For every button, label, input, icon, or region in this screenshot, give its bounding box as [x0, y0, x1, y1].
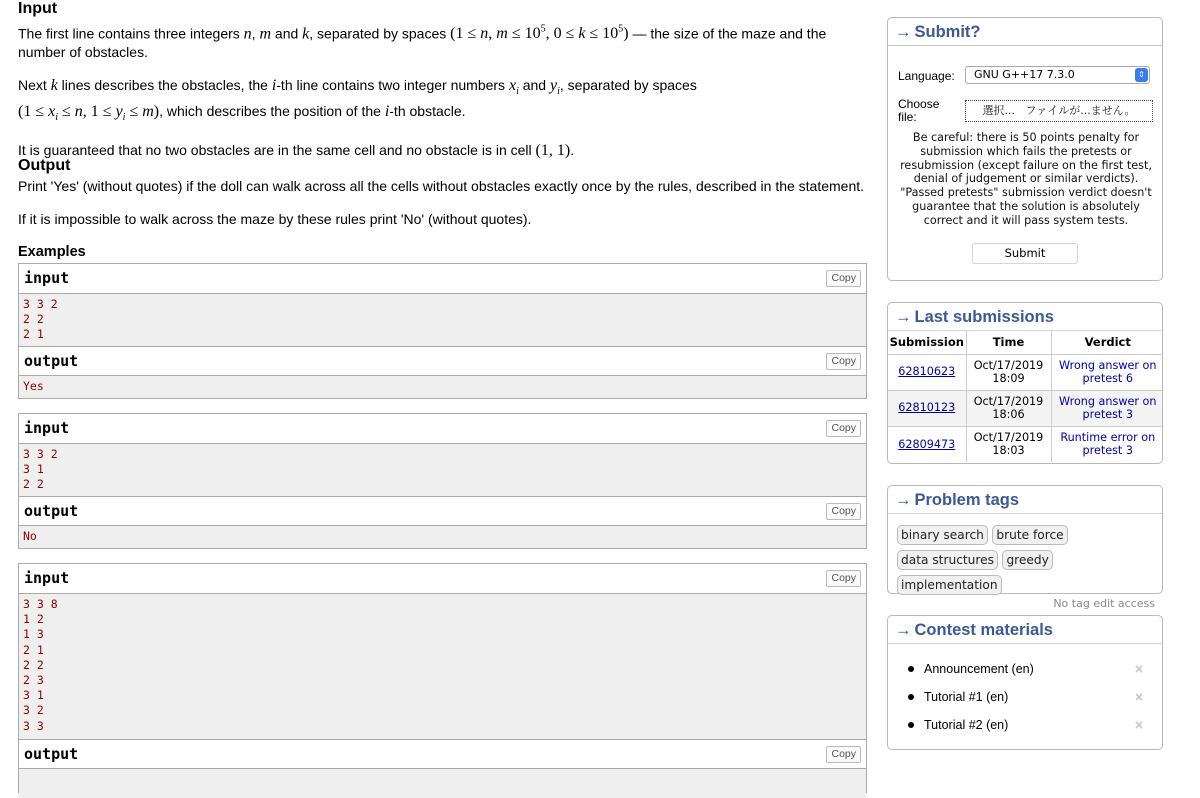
close-icon[interactable]	[1134, 720, 1144, 730]
example-output-text: No	[19, 525, 866, 548]
example-input-header: input Copy	[19, 564, 866, 593]
submission-date: Oct/17/2019	[973, 394, 1044, 408]
choose-file-label: Choose file:	[898, 97, 940, 124]
tag-implementation[interactable]: implementation	[897, 575, 1002, 595]
submission-verdict: Runtime error on pretest 3	[1051, 426, 1163, 462]
input-paragraph-3: It is guaranteed that no two obstacles are in the same cell and no obstacle is in cell (1, 1).	[18, 141, 575, 159]
column-header: Submission	[888, 331, 966, 354]
arrow-right-icon: →	[895, 308, 912, 326]
column-header: Verdict	[1051, 331, 1163, 354]
copy-button[interactable]: Copy	[826, 570, 861, 587]
penalty-warning: Be careful: there is 50 points penalty for submission which fails the pretests or resubmission (except failure on the first test, denial of judgement or similar verdicts). "Passed pretests" submission verdict doesn't guarantee that the solution is absolutely correct and it will pass system tests.	[900, 131, 1152, 227]
example-input-text: 3 3 2 3 1 2 2	[19, 443, 866, 496]
output-title: Output	[18, 157, 71, 174]
materials-list	[888, 644, 1162, 739]
bullet-icon	[908, 666, 914, 672]
tag-brute-force[interactable]: brute force	[992, 525, 1067, 545]
material-link[interactable]: Announcement (en)	[924, 662, 1034, 676]
submission-time: 18:06	[992, 408, 1025, 421]
close-icon[interactable]	[1134, 664, 1144, 674]
problem-tags-title: → Problem tags	[888, 486, 1162, 514]
input-paragraph-1: The first line contains three integers n, m and k, separated by spaces (1 ≤ n, $m \le 10^5$, $0 \le k \le 10^5$) — the size of the maze and the number of obstacles.	[18, 24, 827, 61]
example-3	[18, 563, 867, 793]
list-item	[888, 711, 1162, 739]
tag-edit-note: No tag edit access	[1053, 597, 1155, 610]
column-header: Time	[966, 331, 1051, 354]
submit-box	[887, 17, 1163, 281]
output-paragraph-2: If it is impossible to walk across the maze by these rules print 'No' (without quotes).	[18, 211, 532, 227]
list-item	[888, 683, 1162, 711]
example-input-text: 3 3 2 2 2 2 1	[19, 293, 866, 346]
copy-button[interactable]: Copy	[826, 353, 861, 370]
tag-data-structures[interactable]: data structures	[897, 550, 998, 570]
tag-binary-search[interactable]: binary search	[897, 525, 988, 545]
submission-verdict: Wrong answer on pretest 3	[1051, 390, 1163, 426]
submission-time: 18:09	[992, 372, 1025, 385]
copy-button[interactable]: Copy	[826, 420, 861, 437]
arrow-right-icon: →	[895, 621, 912, 639]
example-input-header: input Copy	[19, 414, 866, 443]
material-link[interactable]: Tutorial #2 (en)	[924, 718, 1009, 732]
arrow-right-icon: →	[895, 491, 912, 509]
copy-button[interactable]: Copy	[826, 746, 861, 763]
submit-button[interactable]: Submit	[972, 243, 1078, 264]
tag-list	[888, 514, 1162, 600]
close-icon[interactable]	[1134, 692, 1144, 702]
contest-materials-title: → Contest materials	[888, 616, 1162, 644]
output-paragraph-1: Print 'Yes' (without quotes) if the doll can walk across all the cells without obstacles exactly once by the rules, described in the statement.	[18, 178, 865, 194]
copy-button[interactable]: Copy	[826, 270, 861, 287]
submission-time: 18:03	[992, 444, 1025, 458]
input-paragraph-2: Next k lines describes the obstacles, the i-th line contains two integer numbers $x_i$ and $y_i$, separated by spaces ($1 \le x_i \le n$, $1 \le y_i \le m$), which describes the position of the i-th obstacle.	[18, 77, 697, 123]
submission-date: Oct/17/2019	[973, 358, 1044, 372]
language-select[interactable]: GNU G++17 7.3.0 ⇕	[965, 66, 1150, 84]
example-output-text	[19, 768, 866, 798]
input-title: Input	[18, 0, 58, 17]
last-submissions-box	[887, 302, 1163, 464]
example-output-header: output Copy	[19, 346, 866, 375]
list-item	[888, 655, 1162, 683]
arrow-right-icon: →	[895, 23, 912, 41]
contest-materials-box	[887, 615, 1163, 750]
copy-button[interactable]: Copy	[826, 503, 861, 520]
submit-box-title: → Submit?	[888, 18, 1162, 46]
submission-verdict: Wrong answer on pretest 6	[1051, 354, 1163, 390]
example-output-header: output Copy	[19, 739, 866, 768]
table-row	[888, 354, 1163, 390]
output-section	[18, 157, 868, 229]
examples-title: Examples	[18, 244, 86, 260]
submission-link[interactable]: 62810123	[898, 401, 956, 415]
example-input-text: 3 3 8 1 2 1 3 2 1 2 2 2 3 3 1 3 2 3 3	[19, 593, 866, 739]
problem-tags-box	[887, 485, 1163, 610]
table-header-row	[888, 331, 1163, 354]
tag-greedy[interactable]: greedy	[1002, 550, 1052, 570]
submission-link[interactable]: 62810623	[898, 365, 956, 379]
select-arrows-icon: ⇕	[1135, 68, 1148, 82]
choose-file-button[interactable]: 選択... ファイルが...ません。	[965, 100, 1153, 122]
last-submissions-title: → Last submissions	[888, 303, 1162, 331]
bullet-icon	[908, 694, 914, 700]
example-output-header: output Copy	[19, 496, 866, 525]
submissions-table	[888, 331, 1163, 462]
example-1	[18, 263, 867, 399]
bullet-icon	[908, 722, 914, 728]
table-row	[888, 426, 1163, 462]
submission-link[interactable]: 62809473	[898, 437, 956, 451]
example-2	[18, 413, 867, 549]
material-link[interactable]: Tutorial #1 (en)	[924, 690, 1009, 704]
language-label: Language:	[898, 69, 955, 83]
example-output-text: Yes	[19, 375, 866, 398]
input-section	[18, 0, 868, 160]
example-input-header: input Copy	[19, 264, 866, 293]
table-row	[888, 390, 1163, 426]
submission-date: Oct/17/2019	[973, 430, 1044, 444]
